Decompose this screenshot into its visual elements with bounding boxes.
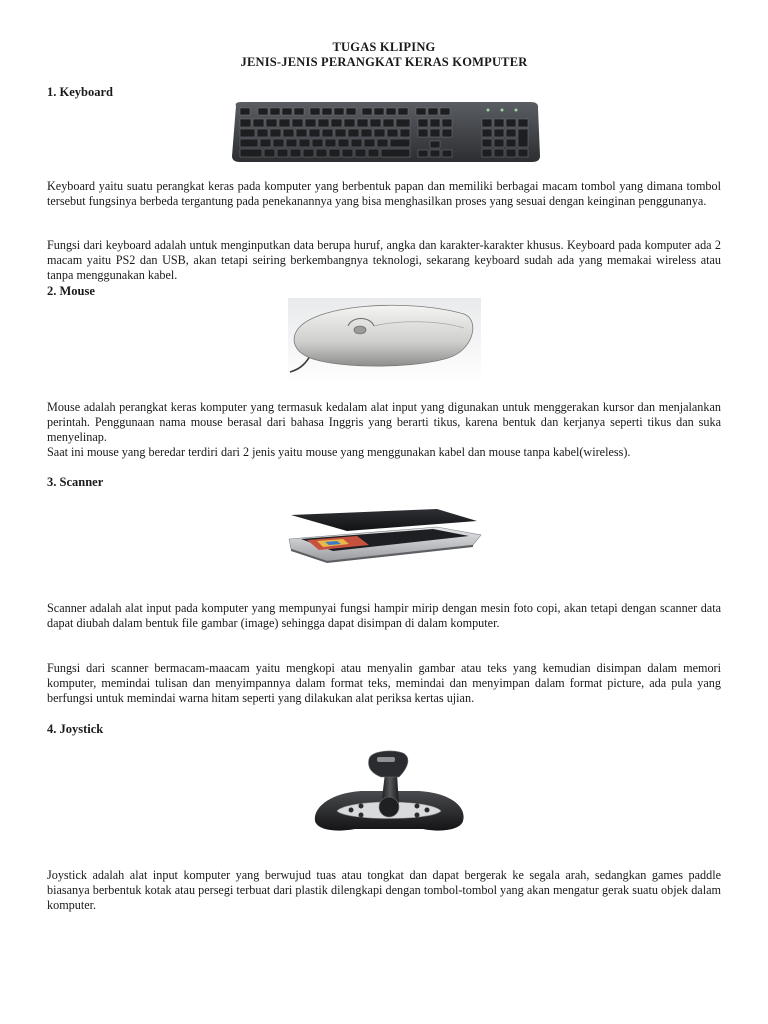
document-subtitle: JENIS-JENIS PERANGKAT KERAS KOMPUTER	[240, 55, 528, 69]
section-heading-joystick: 4. Joystick	[47, 722, 104, 736]
mouse-paragraph-1: Mouse adalah perangkat keras komputer yang termasuk kedalam alat input yang digunakan untuk menggerakan kursor dan menjalankan perintah. Penggunaan nama mouse berasal dari bahasa Inggris yang berarti tikus, karena bentuk dan kerjanya seperti tikus dan suka menyelinap.	[47, 400, 721, 445]
document-title: TUGAS KLIPING	[332, 40, 436, 54]
section-heading-mouse: 2. Mouse	[47, 284, 95, 298]
keyboard-paragraph-2: Fungsi dari keyboard adalah untuk menginputkan data berupa huruf, angka dan karakter-karakter khusus. Keyboard pada komputer ada 2 macam yaitu PS2 dan USB, akan tetapi seiring berkembangnya teknologi, sekarang keyboard sudah ada yang memakai wireless atau tanpa menggunakan kabel.	[47, 238, 721, 283]
joystick-photo	[311, 749, 467, 835]
keyboard-paragraph-1: Keyboard yaitu suatu perangkat keras pada komputer yang berbentuk papan dan memiliki berbagai macam tombol yang dimana tombol tersebut fungsinya berbeda tergantung pada penekanannya yang bisa menghasilkan proses yang sesuai dengan keinginan penggunanya.	[47, 179, 721, 209]
scanner-photo	[287, 505, 483, 565]
mouse-paragraph-2: Saat ini mouse yang beredar terdiri dari 2 jenis yaitu mouse yang menggunakan kabel dan mouse tanpa kabel(wireless).	[47, 445, 631, 459]
mouse-photo	[288, 298, 481, 386]
section-heading-keyboard: 1. Keyboard	[47, 85, 113, 99]
scanner-paragraph-2: Fungsi dari scanner bermacam-maacam yaitu mengkopi atau menyalin gambar atau teks yang kemudian disimpan dalam memori komputer, memindai tulisan dan menyimpannya dalam format teks, memindai dan menyimpan dalam format picture, ada pula yang berfungsi untuk memindai warna hitam seperti yang dilakukan alat periksa kertas ujian.	[47, 661, 721, 706]
keyboard-photo	[230, 100, 542, 164]
section-heading-scanner: 3. Scanner	[47, 475, 104, 489]
joystick-paragraph-1: Joystick adalah alat input komputer yang berwujud tuas atau tongkat dan dapat bergerak ke segala arah, sedangkan games paddle biasanya berbentuk kotak atau persegi terbuat dari plastik dilengkapi dengan tombol-tombol yang akan mengatur gerak suatu objek dalam komputer.	[47, 868, 721, 913]
scanner-paragraph-1: Scanner adalah alat input pada komputer yang mempunyai fungsi hampir mirip dengan mesin foto copi, akan tetapi dengan scanner data dapat diubah dalam bentuk file gambar (image) sehingga dapat disimpan di dalam komputer.	[47, 601, 721, 631]
